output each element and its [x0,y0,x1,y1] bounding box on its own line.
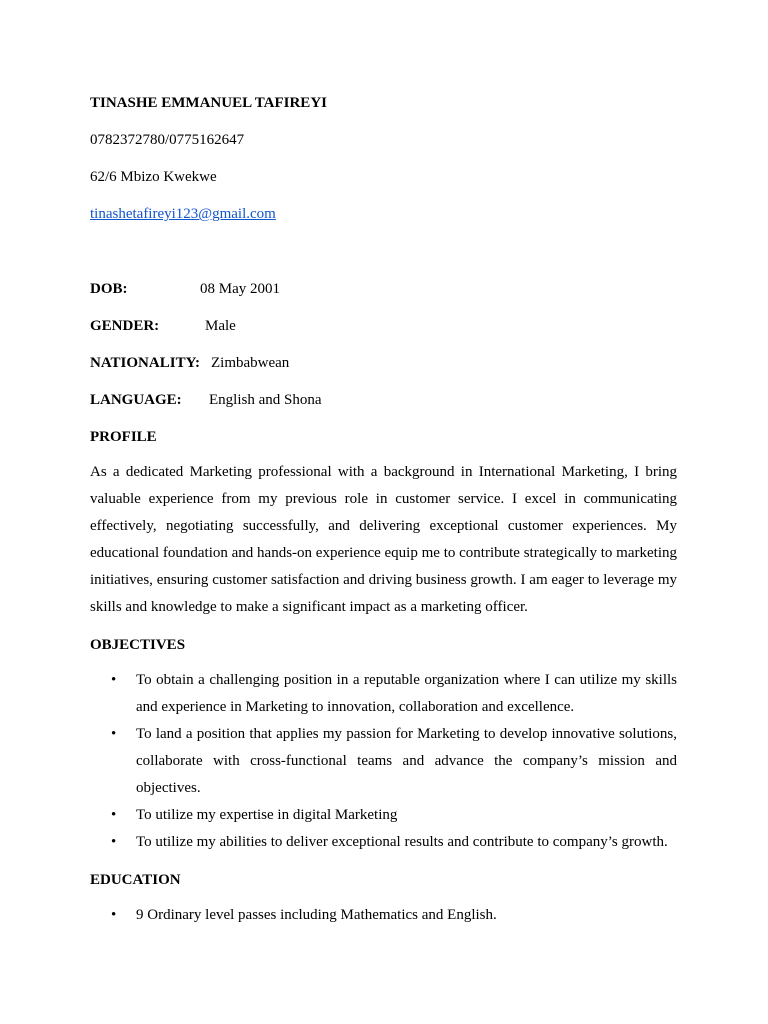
language-value: English and Shona [209,392,322,408]
objectives-list [90,667,677,856]
objective-text: To utilize my expertise in digital Marketing [136,807,398,823]
dob-value: 08 May 2001 [200,281,280,297]
applicant-name: TINASHE EMMANUEL TAFIREYI [90,95,327,111]
list-item [90,802,677,829]
profile-heading: PROFILE [90,429,157,445]
objective-text: To land a position that applies my passion for Marketing to develop innovative solutions, collaborate with cross-functional teams and advance the company’s mission and objectives. [136,726,677,796]
bullet-icon: • [111,726,117,742]
gender-value: Male [205,318,236,334]
nationality-label: NATIONALITY: [90,355,201,371]
profile-text: As a dedicated Marketing professional with a background in International Marketing, I bring valuable experience from my previous role in customer service. I excel in communicating effectively, negotiating successfully, and delivering exceptional customer experiences. My educational foundation and hands-on experience equip me to contribute strategically to marketing initiatives, ensuring customer satisfaction and driving business growth. I am eager to leverage my skills and knowledge to make a significant impact as a marketing officer. [90,464,677,615]
education-heading: EDUCATION [90,872,181,888]
bullet-icon: • [111,834,117,850]
list-item [90,829,677,856]
bullet-icon: • [111,672,117,688]
bullet-icon: • [111,907,117,923]
email-link[interactable]: tinashetafireyi123@gmail.com [90,206,276,222]
education-list [90,902,677,929]
education-text: 9 Ordinary level passes including Mathematics and English. [136,907,497,923]
objective-text: To utilize my abilities to deliver exceptional results and contribute to company’s growth. [136,834,668,850]
gender-label: GENDER: [90,318,160,334]
list-item [90,721,677,802]
phone-numbers: 0782372780/0775162647 [90,132,245,148]
list-item [90,902,677,929]
dob-label: DOB: [90,281,128,297]
language-label: LANGUAGE: [90,392,182,408]
bullet-icon: • [111,807,117,823]
objective-text: To obtain a challenging position in a reputable organization where I can utilize my skills and experience in Marketing to innovation, collaboration and excellence. [136,672,677,715]
address: 62/6 Mbizo Kwekwe [90,169,217,185]
list-item [90,667,677,721]
nationality-value: Zimbabwean [211,355,290,371]
objectives-heading: OBJECTIVES [90,637,186,653]
